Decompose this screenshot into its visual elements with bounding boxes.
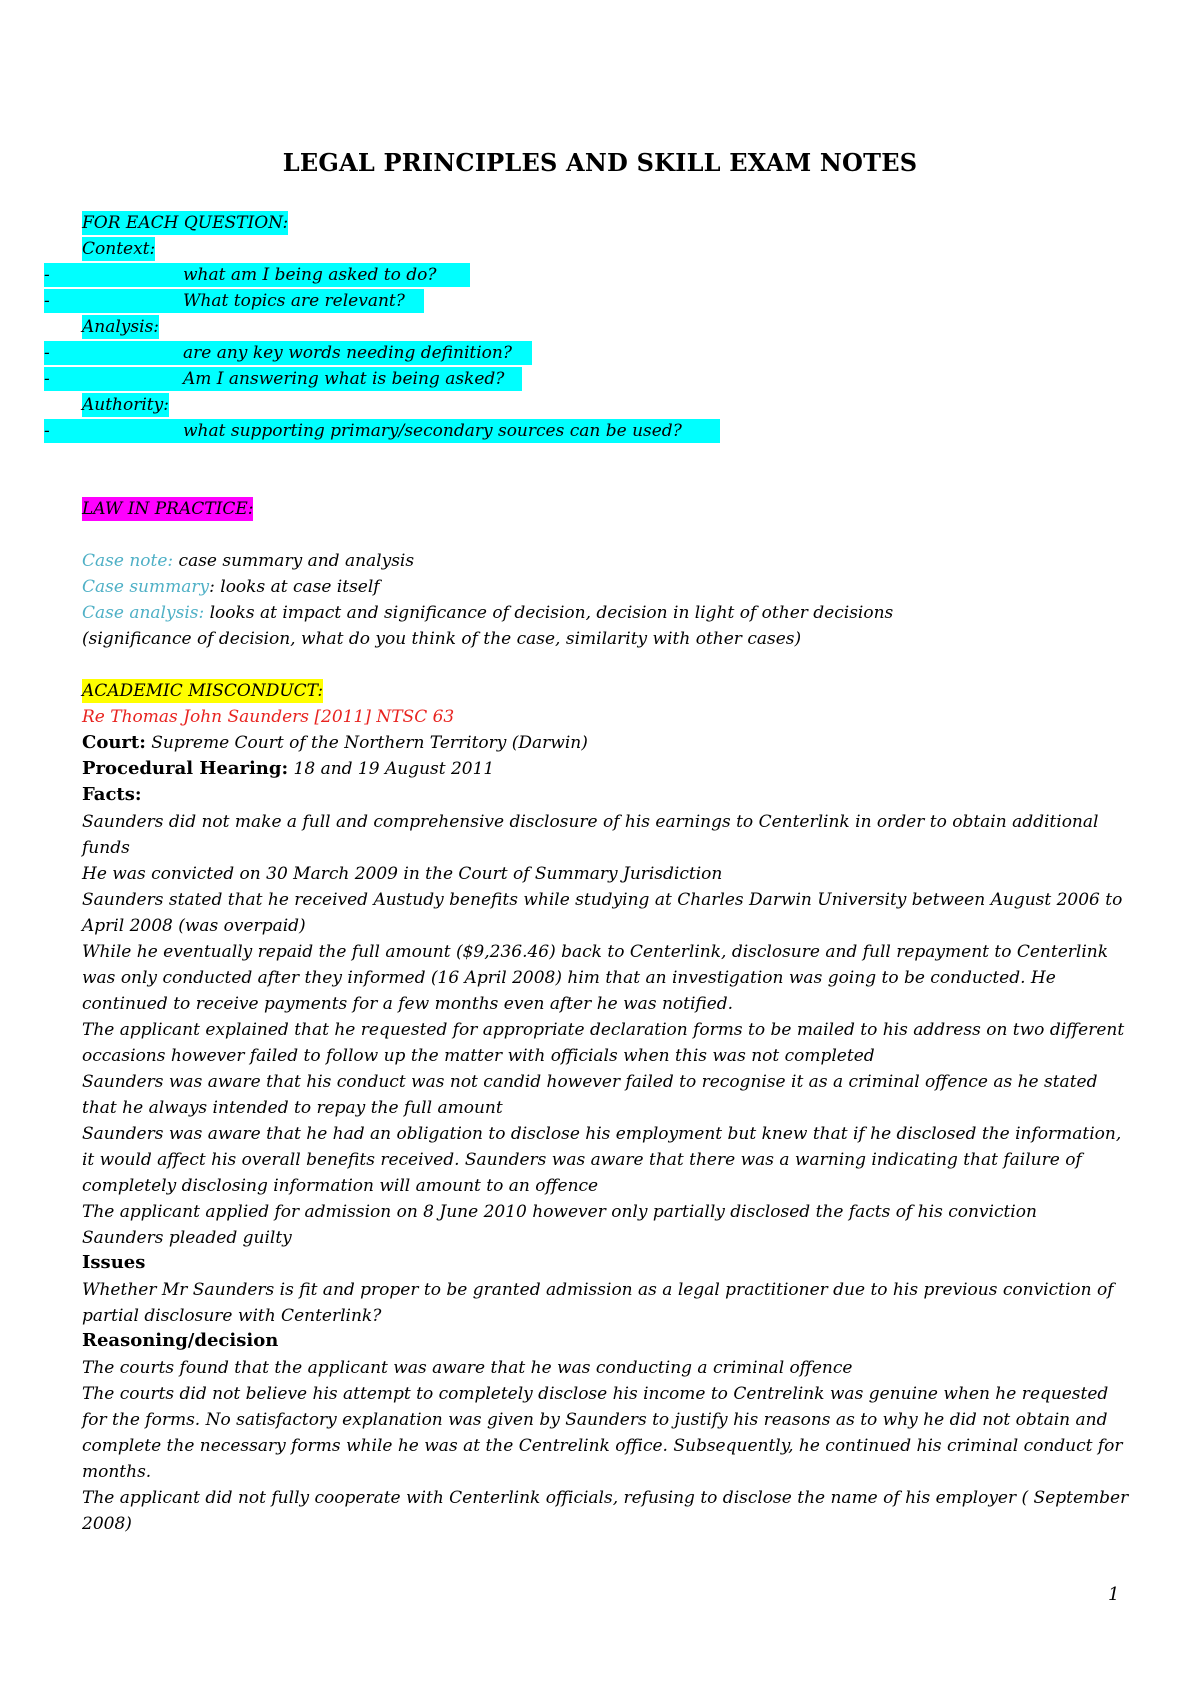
fact-item: The applicant explained that he requested for appropriate declaration forms to be mailed to his address on two different occasions however failed to follow up the matter with officials when this was not completed (82, 1020, 1125, 1066)
context-item (44, 263, 470, 287)
reasoning-label: Reasoning/decision (82, 1330, 279, 1351)
fact-item: While he eventually repaid the full amount ($9,236.46) back to Centerlink, disclosure and full repayment to Centerlink was only conducted after they informed (16 April 2008) him that an investigation was going to be conducted. He continued to receive payments for a few months even after he was notified. (82, 942, 1109, 1014)
case-analysis-line (82, 601, 893, 625)
context-item-text: what am I being asked to do? (183, 265, 437, 285)
fact-item: The applicant applied for admission on 8 June 2010 however only partially disclosed the facts of his conviction (82, 1202, 1037, 1222)
dash: - (44, 369, 50, 389)
hearing-value: 18 and 19 August 2011 (288, 759, 495, 779)
fact-item: Saunders pleaded guilty (82, 1228, 292, 1248)
dash: - (44, 291, 50, 311)
dash: - (44, 265, 50, 285)
case-analysis-label: Case analysis: (82, 603, 205, 623)
case-analysis-extra: (significance of decision, what do you think of the case, similarity with other cases) (82, 629, 802, 649)
facts-list (82, 809, 1132, 1251)
facts-label: Facts: (82, 784, 142, 805)
case-note-line (82, 549, 414, 573)
hearing-line (82, 757, 494, 781)
analysis-item (44, 367, 522, 391)
authority-item-text: what supporting primary/secondary sources can be used? (183, 421, 682, 441)
context-label: Context: (82, 239, 156, 259)
fact-item: Saunders stated that he received Austudy benefits while studying at Charles Darwin University between August 2006 to April 2008 (was overpaid) (82, 890, 1123, 936)
fact-item: He was convicted on 30 March 2009 in the Court of Summary Jurisdiction (82, 864, 723, 884)
reasoning-item: The courts found that the applicant was aware that he was conducting a criminal offence (82, 1358, 853, 1378)
document-title: LEGAL PRINCIPLES AND SKILL EXAM NOTES (282, 148, 918, 177)
context-item-text: What topics are relevant? (183, 291, 405, 311)
analysis-item (44, 341, 532, 365)
law-in-practice-heading: LAW IN PRACTICE: (82, 499, 254, 519)
dash: - (44, 343, 50, 363)
case-analysis-text: looks at impact and significance of decision, decision in light of other decisions (204, 603, 894, 623)
fact-item: Saunders was aware that he had an obligation to disclose his employment but knew that if he disclosed the information, it would affect his overall benefits received. Saunders was aware that there was a warning indicating that failure of completely disclosing information will amount to an offence (82, 1124, 1122, 1196)
issue-item: Whether Mr Saunders is fit and proper to be granted admission as a legal practitioner due to his previous conviction of partial disclosure with Centerlink? (82, 1280, 1114, 1326)
hearing-label: Procedural Hearing: (82, 758, 289, 779)
dash: - (44, 421, 50, 441)
question-heading: FOR EACH QUESTION: (82, 213, 289, 233)
reasoning-item: The applicant did not fully cooperate with Centerlink officials, refusing to disclose the name of his employer ( September 2008) (82, 1488, 1129, 1534)
reasoning-item: The courts did not believe his attempt to completely disclose his income to Centrelink was genuine when he requested for the forms. No satisfactory explanation was given by Saunders to justify his reasons as to why he did not obtain and complete the necessary forms while he was at the Centrelink office. Subsequently, he continued his criminal conduct for months. (82, 1384, 1123, 1482)
court-line (82, 731, 588, 755)
analysis-label: Analysis: (82, 317, 160, 337)
authority-label: Authority: (82, 395, 169, 415)
reasoning-list (82, 1355, 1132, 1537)
academic-misconduct-heading: ACADEMIC MISCONDUCT: (82, 681, 324, 701)
context-item (44, 289, 424, 313)
case-note-label: Case note: (82, 551, 174, 571)
case-summary-line (82, 575, 380, 599)
case-name: Re Thomas John Saunders [2011] NTSC 63 (82, 707, 455, 727)
case-summary-text: : looks at case itself (209, 577, 380, 597)
issues-label: Issues (82, 1252, 146, 1273)
fact-item: Saunders did not make a full and comprehensive disclosure of his earnings to Centerlink in order to obtain additional funds (82, 812, 1099, 858)
court-label: Court: (82, 732, 146, 753)
case-summary-label: Case summary (82, 577, 210, 597)
court-value: Supreme Court of the Northern Territory (Darwin) (145, 733, 588, 753)
analysis-item-text: Am I answering what is being asked? (183, 369, 505, 389)
authority-item (44, 419, 720, 443)
fact-item: Saunders was aware that his conduct was not candid however failed to recognise it as a criminal offence as he stated that he always intended to repay the full amount (82, 1072, 1098, 1118)
page-number: 1 (1108, 1584, 1120, 1605)
case-note-text: case summary and analysis (173, 551, 415, 571)
issues-list (82, 1277, 1132, 1329)
analysis-item-text: are any key words needing definition? (183, 343, 512, 363)
